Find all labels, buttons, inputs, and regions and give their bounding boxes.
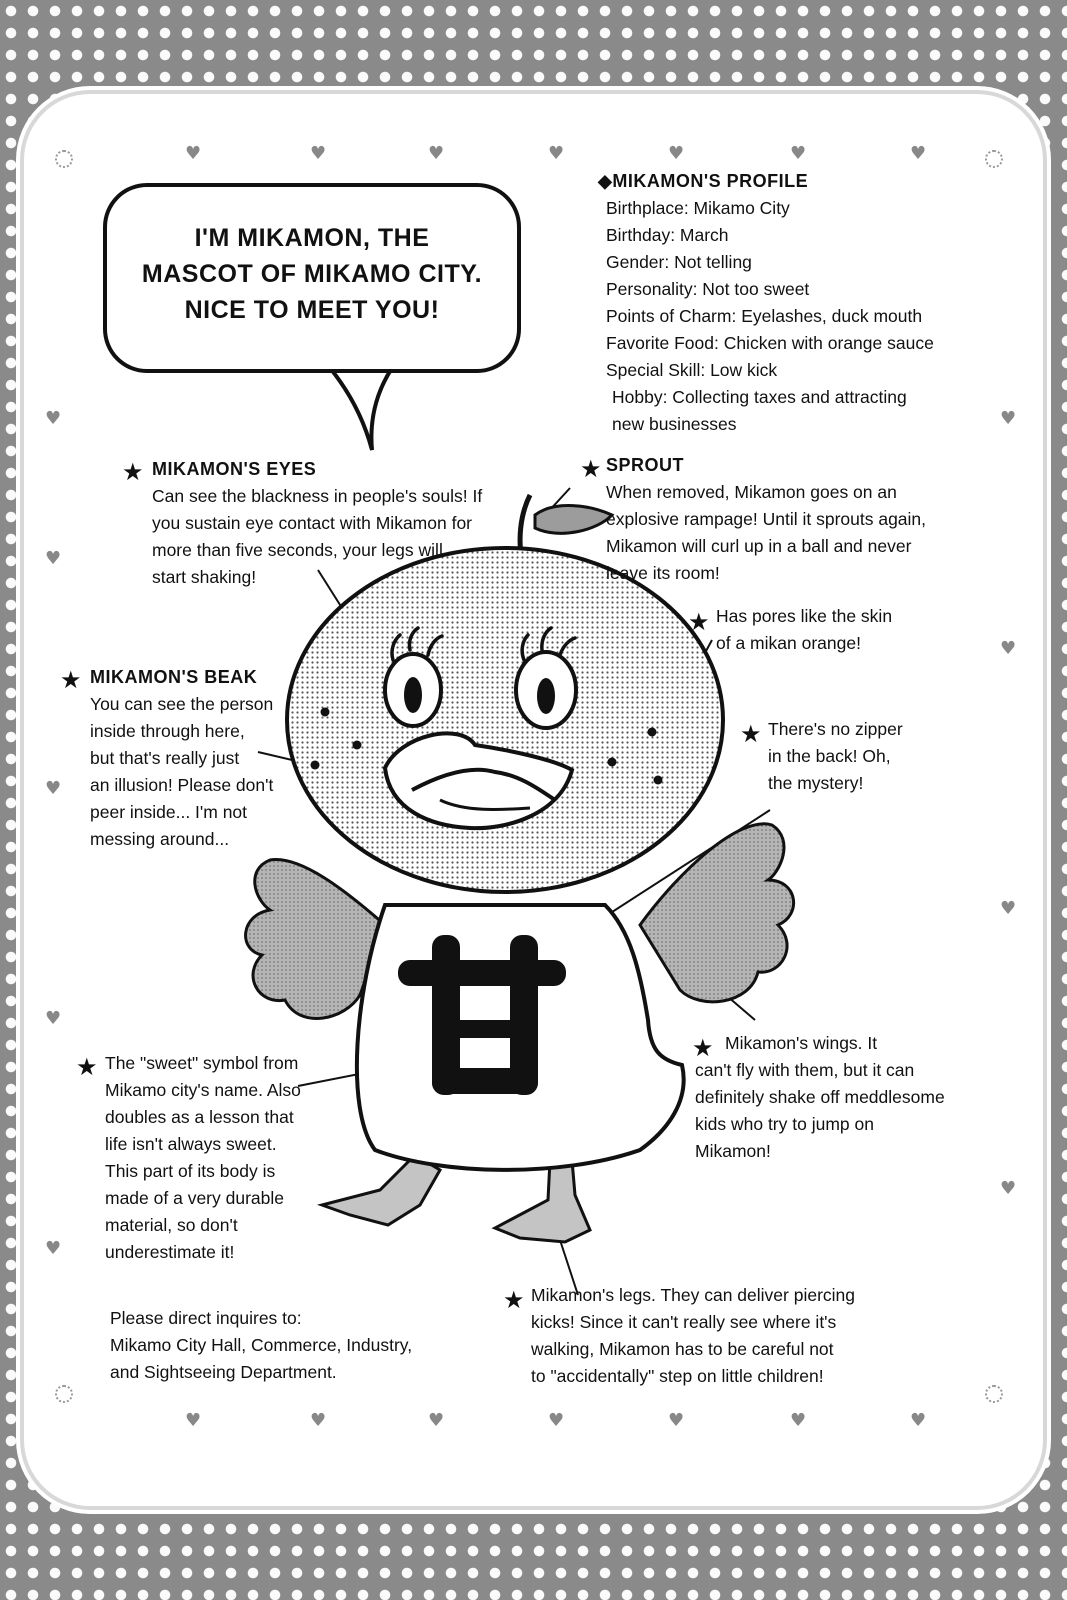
profile-line: Personality: Not too sweet bbox=[606, 279, 810, 299]
speech-line: MASCOT OF MIKAMO CITY. bbox=[141, 260, 483, 288]
beak-line: but that's really just bbox=[90, 748, 240, 768]
wings-line: kids who try to jump on bbox=[695, 1114, 874, 1134]
eyes-line: start shaking! bbox=[152, 567, 257, 587]
star-icon: ★ bbox=[122, 458, 144, 486]
inquiries-line: Mikamo City Hall, Commerce, Industry, bbox=[110, 1335, 413, 1355]
wings-annotation bbox=[695, 1030, 945, 1165]
profile-line: Birthday: March bbox=[606, 225, 729, 245]
heart-icon: ♥ bbox=[185, 143, 202, 164]
eyes-annotation bbox=[152, 456, 482, 591]
heart-icon: ♥ bbox=[1000, 1178, 1017, 1199]
wings-line: Mikamon's wings. It bbox=[725, 1033, 878, 1053]
star-icon: ★ bbox=[692, 1034, 714, 1062]
legs-line: kicks! Since it can't really see where it's bbox=[531, 1312, 837, 1332]
legs-line: Mikamon's legs. They can deliver piercing bbox=[531, 1285, 855, 1305]
beak-line: You can see the person bbox=[90, 694, 274, 714]
right-wing bbox=[640, 824, 794, 1002]
heart-icon: ♥ bbox=[548, 1410, 565, 1431]
heart-icon: ♥ bbox=[45, 408, 62, 429]
speech-bubble-text bbox=[103, 220, 521, 328]
pores-line: of a mikan orange! bbox=[716, 633, 861, 653]
symbol-line: made of a very durable bbox=[105, 1188, 284, 1208]
profile-line: Favorite Food: Chicken with orange sauce bbox=[606, 333, 934, 353]
eyes-title: MIKAMON'S EYES bbox=[152, 459, 317, 479]
pores-line: Has pores like the skin bbox=[716, 606, 893, 626]
beak-line: an illusion! Please don't bbox=[90, 775, 274, 795]
heart-icon: ♥ bbox=[790, 1410, 807, 1431]
wings-line: can't fly with them, but it can bbox=[695, 1060, 915, 1080]
symbol-line: This part of its body is bbox=[105, 1161, 276, 1181]
pores-annotation bbox=[716, 603, 892, 657]
symbol-line: underestimate it! bbox=[105, 1242, 235, 1262]
heart-icon: ♥ bbox=[428, 143, 445, 164]
heart-icon: ♥ bbox=[310, 143, 327, 164]
eyes-line: Can see the blackness in people's souls! If bbox=[152, 486, 483, 506]
symbol-line: The "sweet" symbol from bbox=[105, 1053, 299, 1073]
star-icon: ★ bbox=[76, 1053, 98, 1081]
sprout-title: SPROUT bbox=[606, 455, 685, 475]
symbol-line: life isn't always sweet. bbox=[105, 1134, 277, 1154]
eyes-line: you sustain eye contact with Mikamon for bbox=[152, 513, 473, 533]
sprout-line: explosive rampage! Until it sprouts again, bbox=[606, 509, 927, 529]
heart-icon: ♥ bbox=[428, 1410, 445, 1431]
star-icon: ★ bbox=[60, 666, 82, 694]
speech-line: NICE TO MEET YOU! bbox=[184, 296, 440, 324]
right-leg bbox=[495, 1160, 590, 1242]
profile-line: Points of Charm: Eyelashes, duck mouth bbox=[606, 306, 923, 326]
zipper-annotation bbox=[768, 716, 903, 797]
heart-icon: ♥ bbox=[910, 1410, 927, 1431]
heart-icon: ♥ bbox=[910, 143, 927, 164]
legs-annotation bbox=[531, 1282, 855, 1390]
beak-title: MIKAMON'S BEAK bbox=[90, 667, 258, 687]
heart-icon: ♥ bbox=[45, 778, 62, 799]
legs-line: walking, Mikamon has to be careful not bbox=[531, 1339, 834, 1359]
zipper-line: in the back! Oh, bbox=[768, 746, 891, 766]
zipper-line: There's no zipper bbox=[768, 719, 903, 739]
star-icon: ★ bbox=[580, 455, 602, 483]
heart-icon: ♥ bbox=[548, 143, 565, 164]
left-leg bbox=[322, 1155, 440, 1225]
symbol-line: material, so don't bbox=[105, 1215, 238, 1235]
inquiries-line: Please direct inquires to: bbox=[110, 1308, 302, 1328]
heart-icon: ♥ bbox=[1000, 408, 1017, 429]
sprout-line: leave its room! bbox=[606, 563, 720, 583]
star-icon: ★ bbox=[740, 720, 762, 748]
heart-icon: ♥ bbox=[790, 143, 807, 164]
profile-line: Gender: Not telling bbox=[606, 252, 752, 272]
inquiries-line: and Sightseeing Department. bbox=[110, 1362, 337, 1382]
legs-line: to "accidentally" step on little children! bbox=[531, 1366, 824, 1386]
symbol-line: Mikamo city's name. Also bbox=[105, 1080, 301, 1100]
sprout-leaf bbox=[535, 506, 612, 534]
heart-icon: ♥ bbox=[45, 1238, 62, 1259]
zipper-line: the mystery! bbox=[768, 773, 864, 793]
beak-line: inside through here, bbox=[90, 721, 245, 741]
sprout-annotation bbox=[606, 452, 926, 587]
heart-icon: ♥ bbox=[45, 1008, 62, 1029]
beak-line: peer inside... I'm not bbox=[90, 802, 248, 822]
sprout-line: Mikamon will curl up in a ball and never bbox=[606, 536, 912, 556]
star-icon: ★ bbox=[688, 608, 710, 636]
sprout-line: When removed, Mikamon goes on an bbox=[606, 482, 897, 502]
wings-line: Mikamon! bbox=[695, 1141, 771, 1161]
symbol-line: doubles as a lesson that bbox=[105, 1107, 294, 1127]
symbol-annotation bbox=[105, 1050, 301, 1266]
eyes-line: more than five seconds, your legs will bbox=[152, 540, 443, 560]
profile-title: ◆MIKAMON'S PROFILE bbox=[598, 171, 809, 191]
profile-line: Special Skill: Low kick bbox=[606, 360, 778, 380]
heart-icon: ♥ bbox=[1000, 898, 1017, 919]
profile-line: Hobby: Collecting taxes and attracting bbox=[612, 387, 907, 407]
profile-line: Birthplace: Mikamo City bbox=[606, 198, 790, 218]
heart-icon: ♥ bbox=[45, 548, 62, 569]
heart-icon: ♥ bbox=[1000, 638, 1017, 659]
beak-annotation bbox=[90, 664, 273, 853]
shirt-symbol-text bbox=[420, 1100, 421, 1101]
heart-icon: ♥ bbox=[668, 143, 685, 164]
bubble-tail bbox=[330, 368, 392, 450]
speech-line: I'M MIKAMON, THE bbox=[194, 224, 430, 252]
heart-icon: ♥ bbox=[185, 1410, 202, 1431]
head bbox=[287, 548, 723, 892]
heart-icon: ♥ bbox=[668, 1410, 685, 1431]
star-icon: ★ bbox=[503, 1286, 525, 1314]
heart-icon: ♥ bbox=[310, 1410, 327, 1431]
inquiries-note bbox=[110, 1305, 412, 1386]
profile-line: new businesses bbox=[612, 414, 737, 434]
wings-line: definitely shake off meddlesome bbox=[695, 1087, 945, 1107]
profile-block bbox=[598, 168, 934, 438]
beak-line: messing around... bbox=[90, 829, 230, 849]
